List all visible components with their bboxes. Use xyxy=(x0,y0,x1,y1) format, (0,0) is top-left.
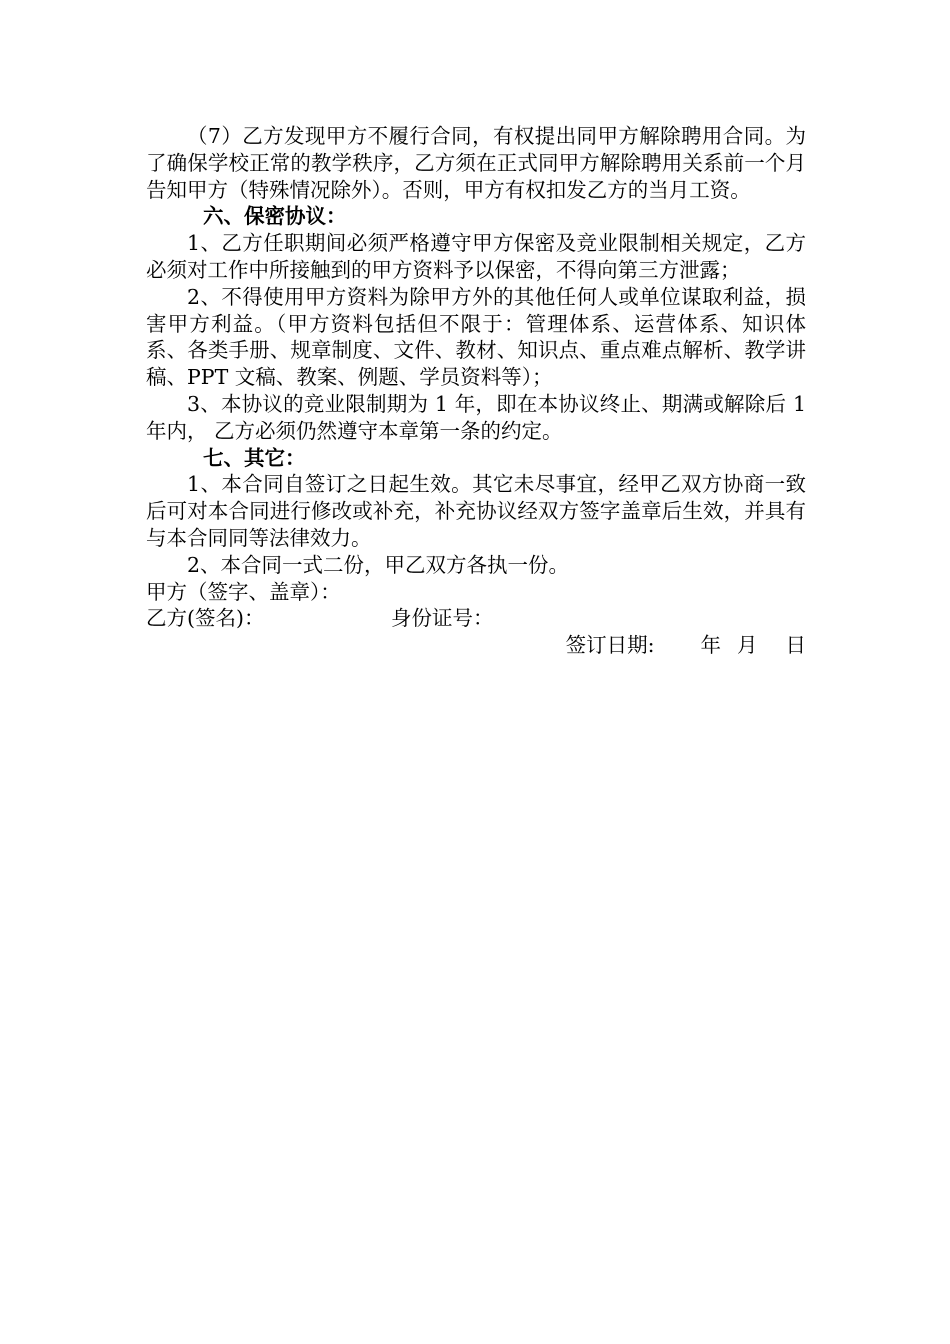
party-b-row xyxy=(146,605,806,632)
section7-item2: 2、本合同一式二份，甲乙双方各执一份。 xyxy=(187,552,570,577)
section6-heading: 六、保密协议： xyxy=(203,204,347,229)
year-label: 年 xyxy=(700,633,721,658)
day-label: 日 xyxy=(785,633,806,658)
party-b-signature: 乙方(签名)： xyxy=(146,606,265,631)
section5-item7: （7）乙方发现甲方不履行合同，有权提出同甲方解除聘用合同。为了确保学校正常的教学秩序，乙方须在正式同甲方解除聘用关系前一个月告知甲方（特殊情况除外）。否则，甲方有权扣发乙方的当月工资。 xyxy=(146,124,806,202)
section6-item1: 1、乙方任职期间必须严格遵守甲方保密及竞业限制相关规定，乙方必须对工作中所接触到的甲方资料予以保密，不得向第三方泄露； xyxy=(146,231,806,282)
id-number-label: 身份证号： xyxy=(391,606,494,631)
party-a-signature: 甲方（签字、盖章）： xyxy=(146,579,341,604)
contract-page xyxy=(146,123,806,659)
section6-item3: 3、本协议的竞业限制期为 1 年，即在本协议终止、期满或解除后 1 年内， 乙方必须仍然遵守本章第一条的约定。 xyxy=(146,391,806,443)
month-label: 月 xyxy=(737,633,758,658)
signing-date-label: 签订日期: xyxy=(565,633,655,658)
section7-heading: 七、其它： xyxy=(203,445,306,470)
section7-item1: 1、本合同自签订之日起生效。其它未尽事宜，经甲乙双方协商一致后可对本合同进行修改或补充，补充协议经双方签字盖章后生效，并具有与本合同同等法律效力。 xyxy=(146,472,806,550)
signing-date-row xyxy=(146,632,806,659)
section6-item2: 2、不得使用甲方资料为除甲方外的其他任何人或单位谋取利益，损害甲方利益。（甲方资料包括但不限于：管理体系、运营体系、知识体系、各类手册、规章制度、文件、教材、知识点、重点难点解析、教学讲稿、PPT 文稿、教案、例题、学员资料等）； xyxy=(146,284,806,390)
